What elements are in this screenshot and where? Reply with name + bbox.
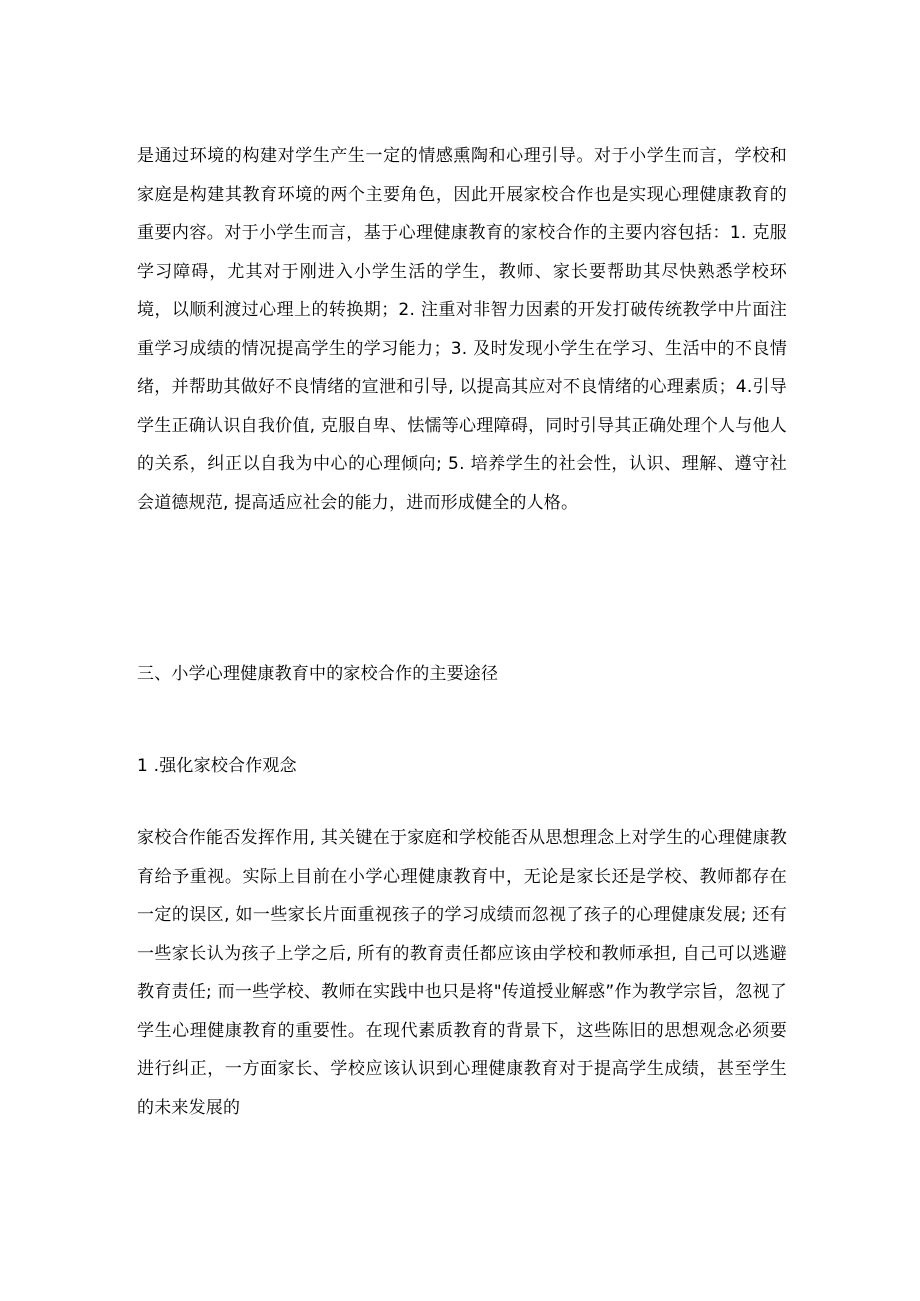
body-paragraph: 是通过环境的构建对学生产生一定的情感熏陶和心理引导。对于小学生而言，学校和家庭是构建其教育环境的两个主要角色，因此开展家校合作也是实现心理健康教育的重要内容。对于小学生而言，基于心理健康教育的家校合作的主要内容包括：1. 克服学习障碍，尤其对于刚进入小学生活的学生，教师、家长要帮助其尽快熟悉学校环境，以顺利渡过心理上的转换期；2. 注重对非智力因素的开发打破传统教学中片面注重学习成绩的情况提高学生的学习能力；3. 及时发现小学生在学习、生活中的不良情绪，并帮助其做好不良情绪的宣泄和引导, 以提高其应对不良情绪的心理素质；4.引导学生正确认识自我价值, 克服自卑、怯懦等心理障碍，同时引导其正确处理个人与他人的关系，纠正以自我为中心的心理倾向; 5. 培养学生的社会性，认识、理解、遵守社会道德规范, 提高适应社会的能力，进而形成健全的人格。 [137, 146, 787, 513]
section-heading: 三、小学心理健康教育中的家校合作的主要途径 [137, 664, 499, 684]
subsection-heading: 1 .强化家校合作观念 [137, 756, 297, 776]
body-paragraph: 家校合作能否发挥作用, 其关键在于家庭和学校能否从思想理念上对学生的心理健康教育给予重视。实际上目前在小学心理健康教育中，无论是家长还是学校、教师都存在一定的误区, 如一些家长片面重视孩子的学习成绩而忽视了孩子的心理健康发展; 还有一些家长认为孩子上学之后, 所有的教育责任都应该由学校和教师承担, 自己可以逃避教育责任; 而一些学校、教师在实践中也只是将"传道授业解惑”作为教学宗旨，忽视了学生心理健康教育的重要性。在现代素质教育的背景下，这些陈旧的思想观念必须要进行纠正，一方面家长、学校应该认识到心理健康教育对于提高学生成绩，甚至学生的未来发展的 [137, 828, 787, 1118]
